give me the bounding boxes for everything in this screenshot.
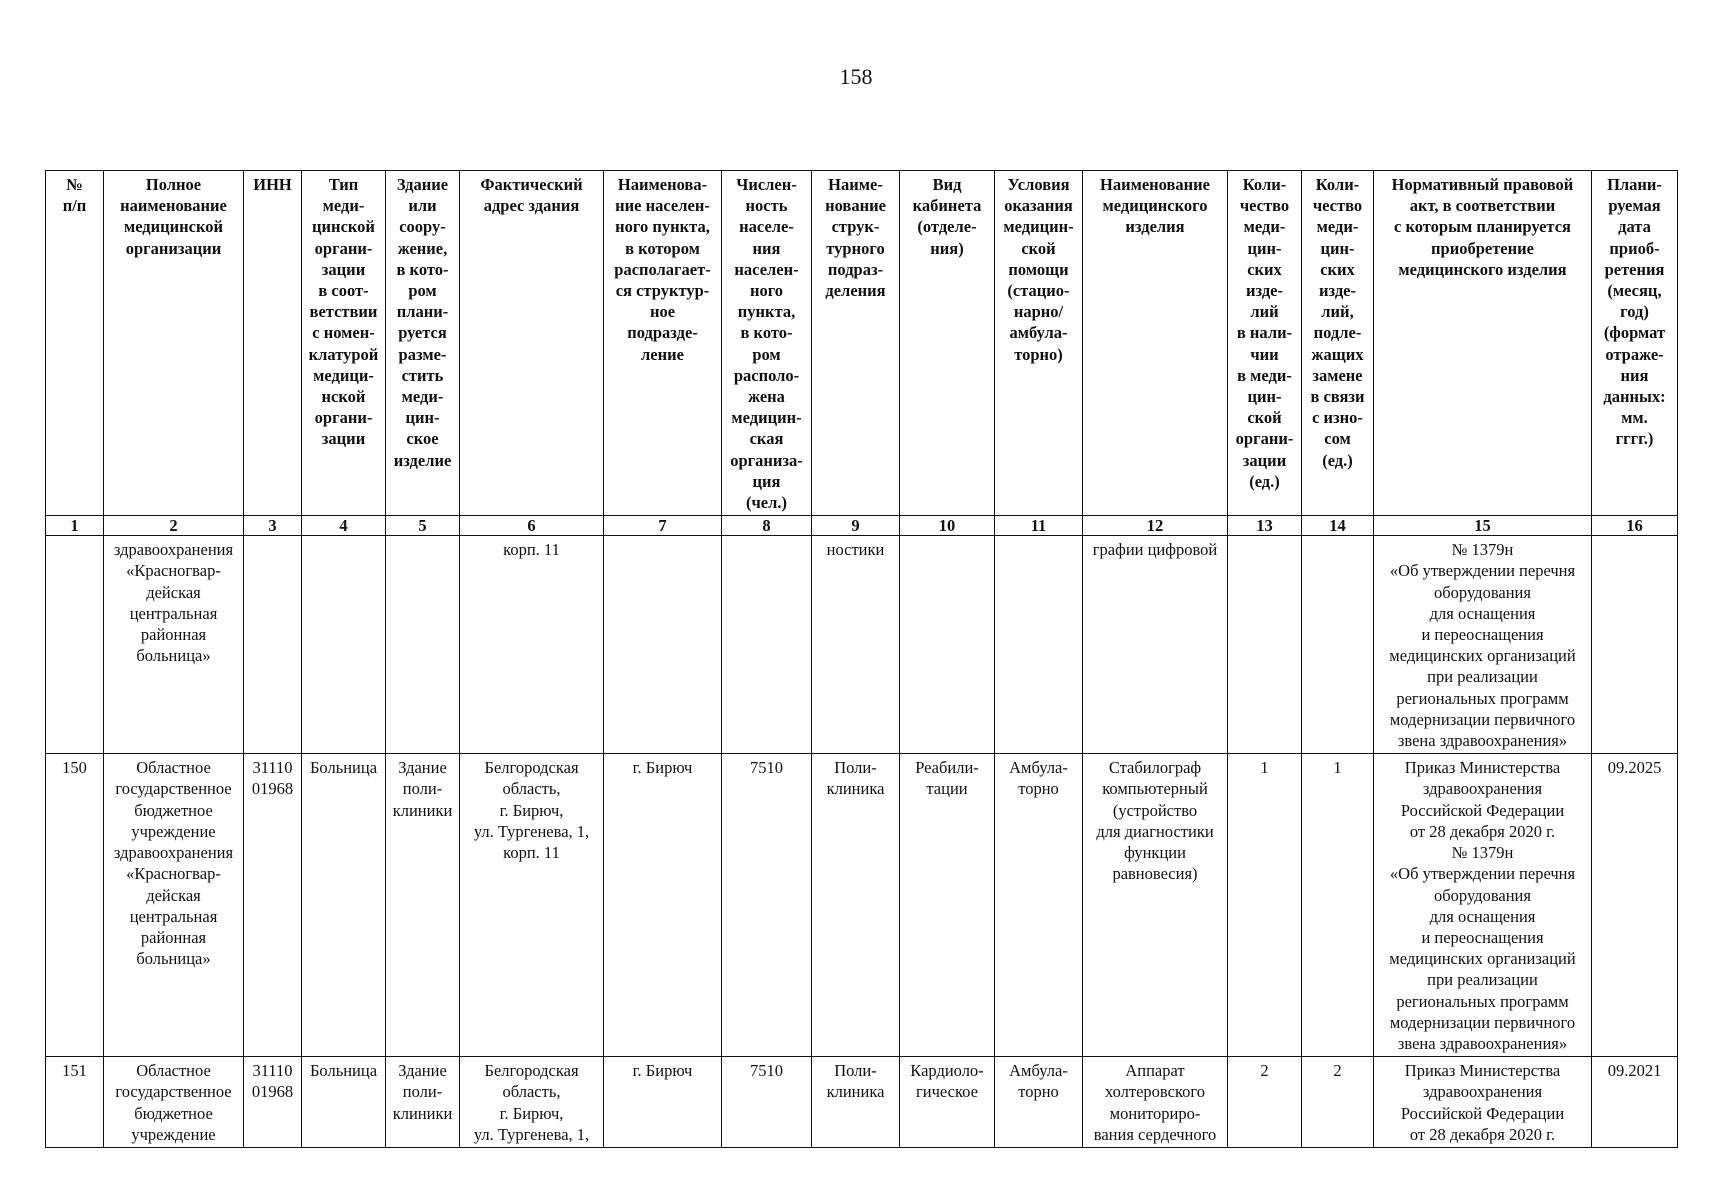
table-cell: 31110 01968 [244, 754, 302, 1057]
header-cell-13: Коли- чество меди- цин- ских изде- лий в нали- чии в меди- цин- ской органи- зации (ед.) [1228, 171, 1302, 516]
table-cell: корп. 11 [460, 536, 604, 754]
table-cell: Приказ Министерства здравоохранения Российской Федерации от 28 декабря 2020 г. [1374, 1057, 1592, 1148]
table-cell: 09.2021 [1592, 1057, 1678, 1148]
column-number: 7 [604, 516, 722, 536]
header-cell-7: Наименова- ние населен- ного пункта, в котором располагает- ся структур- ное подразде- ление [604, 171, 722, 516]
table-cell: здравоохранения «Красногвар- дейская центральная районная больница» [104, 536, 244, 754]
column-number: 13 [1228, 516, 1302, 536]
header-cell-11: Условия оказания медицин- ской помощи (стацио- нарно/ амбула- торно) [995, 171, 1083, 516]
row-number: 151 [46, 1057, 104, 1148]
header-cell-2: Полное наименование медицинской организации [104, 171, 244, 516]
table-cell: Амбула- торно [995, 754, 1083, 1057]
header-cell-9: Наиме- нование струк- турного подраз- деления [812, 171, 900, 516]
column-number: 2 [104, 516, 244, 536]
table-cell: г. Бирюч [604, 1057, 722, 1148]
table-cell: Поли- клиника [812, 754, 900, 1057]
table-cell: Аппарат холтеровского мониториро- вания сердечного [1083, 1057, 1228, 1148]
table-cell: Стабилограф компьютерный (устройство для диагностики функции равновесия) [1083, 754, 1228, 1057]
column-number: 3 [244, 516, 302, 536]
table-cell: Кардиоло- гическое [900, 1057, 995, 1148]
table-cell [46, 536, 104, 754]
column-number: 6 [460, 516, 604, 536]
table-cell: 2 [1302, 1057, 1374, 1148]
table-cell: 1 [1302, 754, 1374, 1057]
column-number: 8 [722, 516, 812, 536]
table-cell: 1 [1228, 754, 1302, 1057]
column-number: 4 [302, 516, 386, 536]
header-cell-10: Вид кабинета (отделе- ния) [900, 171, 995, 516]
table-cell [722, 536, 812, 754]
table-cell [604, 536, 722, 754]
table-cell: № 1379н «Об утверждении перечня оборудования для оснащения и переоснащения медицинских организаций при реализации региональных программ модернизации первичного звена здравоохранения» [1374, 536, 1592, 754]
header-cell-1: № п/п [46, 171, 104, 516]
table-cell: Здание поли- клиники [386, 754, 460, 1057]
table-cell: Больница [302, 1057, 386, 1148]
column-number: 16 [1592, 516, 1678, 536]
header-cell-16: Плани- руемая дата приоб- ретения (месяц, год) (формат отраже- ния данных: мм. гггг.) [1592, 171, 1678, 516]
table-cell: 31110 01968 [244, 1057, 302, 1148]
column-number: 15 [1374, 516, 1592, 536]
column-number-row [46, 516, 1678, 536]
header-cell-15: Нормативный правовой акт, в соответствии с которым планируется приобретение медицинского изделия [1374, 171, 1592, 516]
header-cell-3: ИНН [244, 171, 302, 516]
header-cell-14: Коли- чество меди- цин- ских изде- лий, подле- жащих замене в связи с изно- сом (ед.) [1302, 171, 1374, 516]
table-row [46, 754, 1678, 1057]
table-cell: г. Бирюч [604, 754, 722, 1057]
table-cell [995, 536, 1083, 754]
table-cell [1302, 536, 1374, 754]
table-cell: 7510 [722, 1057, 812, 1148]
table-cell [302, 536, 386, 754]
table-cell [1228, 536, 1302, 754]
table-row [46, 1057, 1678, 1148]
medical-equipment-table [45, 170, 1678, 1148]
row-number: 150 [46, 754, 104, 1057]
table-cell: Больница [302, 754, 386, 1057]
table-cell [1592, 536, 1678, 754]
table-cell [386, 536, 460, 754]
table-cell: Белгородская область, г. Бирюч, ул. Тургенева, 1, [460, 1057, 604, 1148]
header-cell-12: Наименование медицинского изделия [1083, 171, 1228, 516]
header-cell-8: Числен- ность населе- ния населен- ного пункта, в кото- ром располо- жена медицин- ская организа- ция (чел.) [722, 171, 812, 516]
header-row [46, 171, 1678, 516]
table-cell: 2 [1228, 1057, 1302, 1148]
table-cell: Здание поли- клиники [386, 1057, 460, 1148]
table-cell: Белгородская область, г. Бирюч, ул. Тургенева, 1, корп. 11 [460, 754, 604, 1057]
table-cell: Областное государственное бюджетное учреждение здравоохранения «Красногвар- дейская центральная районная больница» [104, 754, 244, 1057]
table-cell: графии цифровой [1083, 536, 1228, 754]
column-number: 14 [1302, 516, 1374, 536]
table-cell: Областное государственное бюджетное учреждение [104, 1057, 244, 1148]
table-cell: Поли- клиника [812, 1057, 900, 1148]
column-number: 12 [1083, 516, 1228, 536]
column-number: 9 [812, 516, 900, 536]
table-row-continued [46, 536, 1678, 754]
column-number: 10 [900, 516, 995, 536]
column-number: 11 [995, 516, 1083, 536]
table-cell: ностики [812, 536, 900, 754]
table-cell: 7510 [722, 754, 812, 1057]
column-number: 5 [386, 516, 460, 536]
page-number: 158 [839, 64, 873, 89]
table-cell: 09.2025 [1592, 754, 1678, 1057]
table-cell: Приказ Министерства здравоохранения Российской Федерации от 28 декабря 2020 г. № 1379н «Об утверждении перечня оборудования для оснащения и переоснащения медицинских организаций при реализации региональных программ модернизации первичного звена здравоохранения» [1374, 754, 1592, 1057]
table-cell [244, 536, 302, 754]
table-cell [900, 536, 995, 754]
header-cell-5: Здание или соору- жение, в кото- ром плани- руется разме- стить меди- цин- ское изделие [386, 171, 460, 516]
table-cell: Реабили- тации [900, 754, 995, 1057]
table-cell: Амбула- торно [995, 1057, 1083, 1148]
header-cell-6: Фактический адрес здания [460, 171, 604, 516]
column-number: 1 [46, 516, 104, 536]
header-cell-4: Тип меди- цинской органи- зации в соот- ветствии с номен- клатурой медици- нской органи- зации [302, 171, 386, 516]
